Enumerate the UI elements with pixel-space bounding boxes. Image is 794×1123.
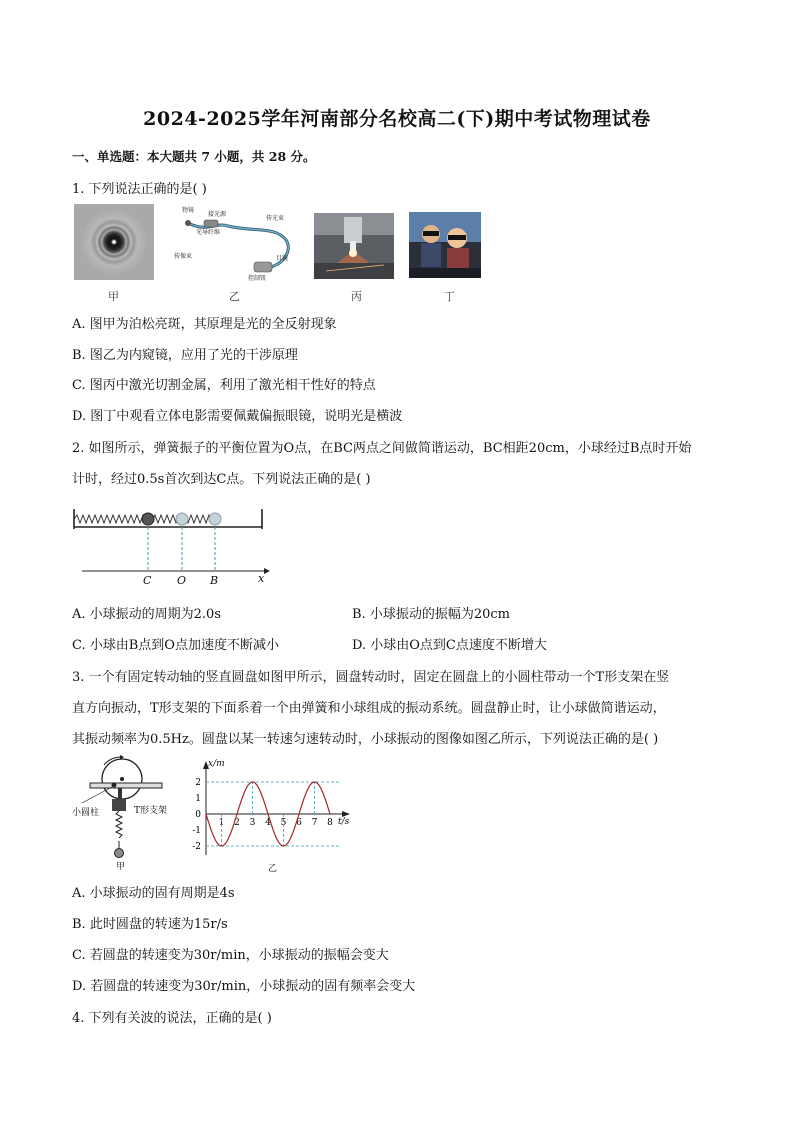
label-t-frame: T形支架 [134, 806, 168, 816]
endoscope-label: 接光源 [208, 211, 227, 218]
figure-caption: 甲 [108, 290, 119, 303]
axis-label-o: O [177, 574, 187, 587]
question-3-stem: 其振动频率为0.5Hz。圆盘以某一转速匀速转动时，小球振动的图像如图乙所示，下列说法正确的是( ) [72, 732, 659, 747]
endoscope-label: 控制钮 [248, 275, 267, 282]
section-heading: 一、单选题：本大题共 7 小题，共 28 分。 [72, 149, 316, 164]
figure-caption: 甲 [116, 862, 126, 871]
option-a: A. 小球振动的周期为2.0s [72, 607, 221, 622]
option-d: D. 小球由O点到C点速度不断增大 [352, 638, 547, 653]
laser-cutting-image [314, 213, 394, 279]
axis-label-x: x [258, 572, 265, 585]
y-tick-label: -1 [192, 826, 201, 836]
spring-oscillator-diagram [72, 503, 272, 587]
figure-caption: 丙 [351, 290, 362, 303]
option-c: C. 若圆盘的转速变为30r/min，小球振动的振幅会变大 [72, 948, 389, 963]
label-small-cylinder: 小圆柱 [72, 808, 100, 818]
figure-caption: 乙 [268, 864, 278, 874]
x-axis-label: t/s [338, 817, 350, 827]
option-a: A. 小球振动的固有周期是4s [72, 886, 235, 901]
question-3-stem: 3. 一个有固定转动轴的竖直圆盘如图甲所示，圆盘转动时，固定在圆盘上的小圆柱带动一个T形支架在竖 [72, 670, 670, 685]
x-tick-label: 4 [265, 818, 271, 828]
question-1-stem: 1. 下列说法正确的是( ) [72, 182, 207, 197]
endoscope-label: 物镜 [182, 207, 195, 214]
x-tick-label: 1 [218, 818, 225, 828]
figure-caption: 乙 [229, 290, 240, 303]
y-tick-label: 0 [195, 810, 201, 820]
page-title: 2024-2025学年河南部分名校高二(下)期中考试物理试卷 [143, 108, 651, 130]
question-2-stem: 计时，经过0.5s首次到达C点。下列说法正确的是( ) [72, 472, 371, 487]
endoscope-label: 传光束 [266, 215, 285, 222]
y-tick-label: 1 [195, 794, 201, 804]
option-c: C. 图丙中激光切割金属，利用了激光相干性好的特点 [72, 378, 376, 393]
x-tick-label: 6 [296, 818, 302, 828]
option-c: C. 小球由B点到O点加速度不断减小 [72, 638, 279, 653]
endoscope-label: 传像束 [174, 253, 193, 260]
y-tick-label: -2 [192, 842, 201, 852]
endoscope-diagram [168, 202, 300, 284]
poisson-spot-image [74, 204, 154, 280]
3d-movie-image [409, 212, 481, 278]
x-tick-label: 5 [280, 818, 287, 828]
x-tick-label: 8 [327, 818, 333, 828]
question-2-stem: 2. 如图所示，弹簧振子的平衡位置为O点，在BC两点之间做简谐运动，BC相距20cm，小球经过B点时开始 [72, 441, 692, 456]
y-tick-label: 2 [195, 778, 201, 788]
x-tick-label: 3 [249, 818, 256, 828]
figure-caption: 丁 [444, 290, 455, 303]
option-d: D. 若圆盘的转速变为30r/min，小球振动的固有频率会变大 [72, 979, 416, 994]
rotating-disk-diagram [72, 755, 184, 871]
option-a: A. 图甲为泊松亮斑，其原理是光的全反射现象 [72, 317, 337, 332]
option-b: B. 此时圆盘的转速为15r/s [72, 917, 228, 932]
vibration-graph [184, 757, 364, 875]
question-3-stem: 直方向振动，T形支架的下面系着一个由弹簧和小球组成的振动系统。圆盘静止时，让小球做简谐运动， [72, 701, 666, 716]
axis-label-b: B [210, 574, 219, 587]
endoscope-label: 光导纤维 [196, 229, 221, 236]
option-b: B. 图乙为内窥镜，应用了光的干涉原理 [72, 348, 298, 363]
option-b: B. 小球振动的振幅为20cm [352, 607, 510, 622]
option-d: D. 图丁中观看立体电影需要佩戴偏振眼镜，说明光是横波 [72, 409, 403, 424]
x-tick-label: 7 [311, 818, 318, 828]
question-4-stem: 4. 下列有关波的说法，正确的是( ) [72, 1011, 272, 1026]
y-axis-label: x/m [208, 759, 225, 769]
axis-label-c: C [143, 574, 152, 587]
endoscope-label: 目镜 [276, 255, 289, 262]
x-tick-label: 2 [234, 818, 240, 828]
